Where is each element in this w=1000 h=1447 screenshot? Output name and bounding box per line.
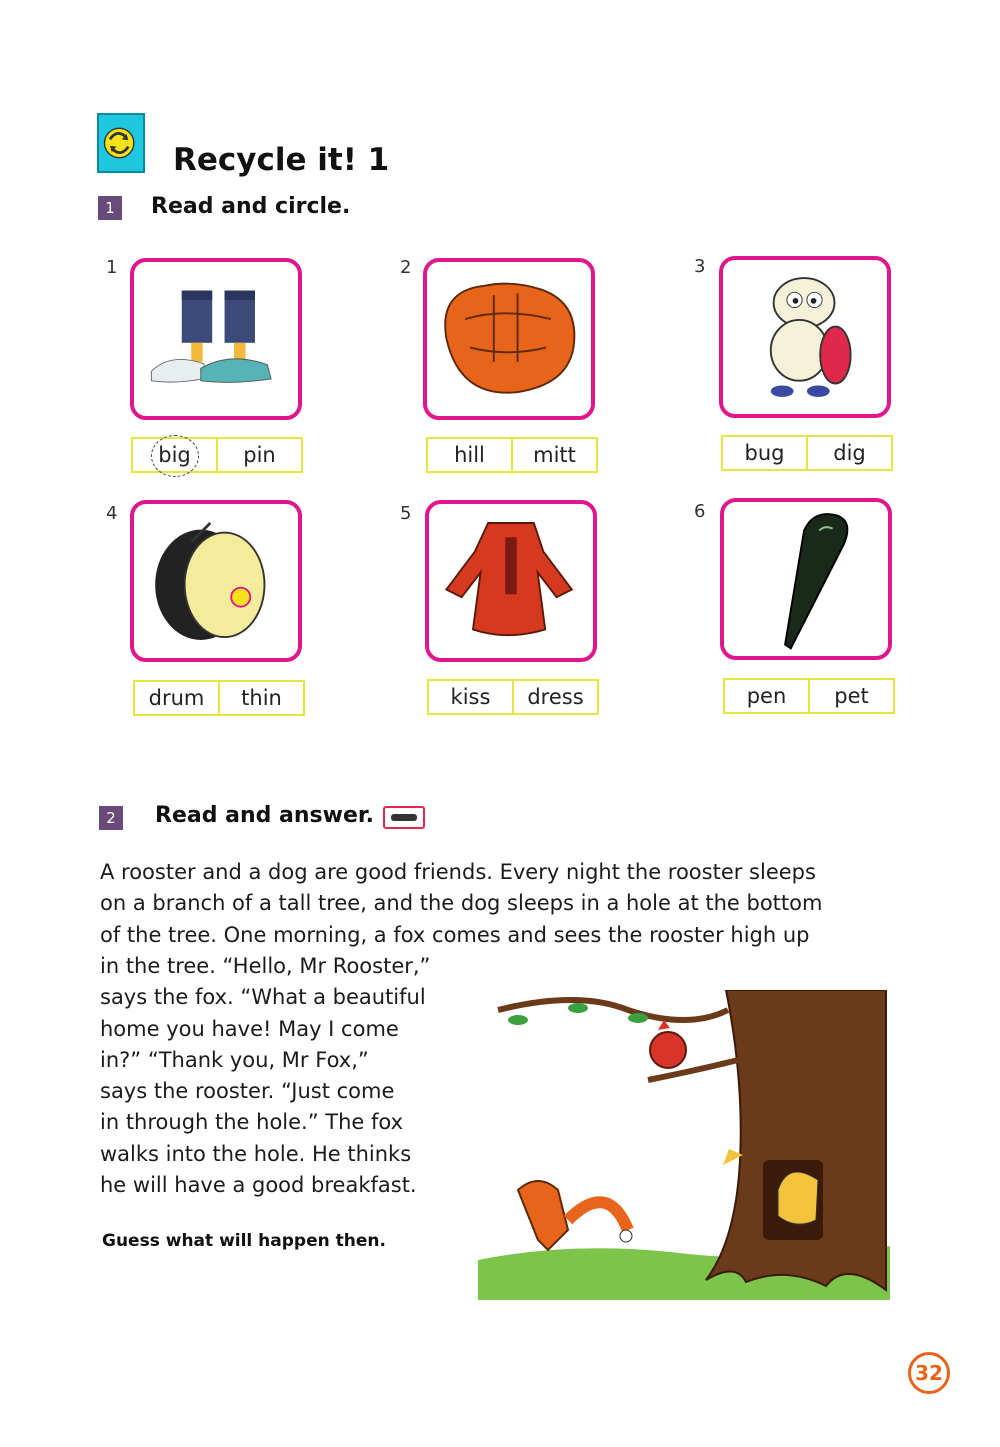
item-number: 3 bbox=[694, 256, 706, 277]
pen-icon bbox=[724, 502, 888, 656]
section-title: Read and circle. bbox=[151, 194, 351, 219]
word-option[interactable]: drum bbox=[148, 686, 205, 710]
cartoon-bug-icon bbox=[723, 260, 887, 414]
word-option[interactable]: pet bbox=[808, 680, 893, 712]
item-number: 2 bbox=[400, 257, 412, 278]
story-line: of the tree. One morning, a fox comes and sees the rooster high up bbox=[100, 922, 810, 947]
picture-frame-dress bbox=[425, 500, 597, 662]
story-line: in?” “Thank you, Mr Fox,” bbox=[100, 1047, 369, 1072]
picture-frame-pen bbox=[720, 498, 892, 660]
word-option[interactable]: pin bbox=[216, 439, 301, 471]
item-number: 1 bbox=[106, 257, 118, 278]
sneakers-and-jeans-icon bbox=[134, 262, 298, 416]
word-choice-pair bbox=[427, 679, 599, 715]
picture-frame-sneakers bbox=[130, 258, 302, 420]
story-illustration bbox=[478, 990, 890, 1300]
word-option[interactable]: dig bbox=[806, 437, 891, 469]
word-option[interactable]: mitt bbox=[511, 439, 596, 471]
word-choice-pair bbox=[426, 437, 598, 473]
word-option[interactable]: bug bbox=[744, 441, 785, 465]
red-dress-icon bbox=[429, 504, 593, 658]
item-number: 5 bbox=[400, 503, 412, 524]
word-choice-pair bbox=[721, 435, 893, 471]
story-paragraph bbox=[100, 857, 900, 951]
word-option[interactable]: kiss bbox=[450, 685, 491, 709]
picture-frame-drum bbox=[130, 500, 302, 662]
baseball-mitt-icon bbox=[427, 262, 591, 416]
section-title: Read and answer. bbox=[155, 803, 374, 828]
story-line: on a branch of a tall tree, and the dog sleeps in a hole at the bottom bbox=[100, 891, 823, 916]
page-title: Recycle it! 1 bbox=[173, 142, 390, 178]
story-line: in through the hole.” The fox bbox=[100, 1110, 404, 1135]
recycle-arrows-icon bbox=[97, 113, 145, 173]
word-option[interactable]: dress bbox=[512, 681, 597, 713]
story-line: in the tree. “Hello, Mr Rooster,” bbox=[100, 954, 431, 978]
story-paragraph-continued bbox=[100, 951, 480, 1201]
story-line: A rooster and a dog are good friends. Every night the rooster sleeps bbox=[100, 860, 816, 884]
word-choice-pair bbox=[133, 680, 305, 716]
story-line: home you have! May I come bbox=[100, 1016, 399, 1041]
word-choice-pair bbox=[723, 678, 895, 714]
word-option[interactable]: thin bbox=[218, 682, 303, 714]
drum-icon bbox=[134, 504, 298, 658]
word-choice-pair bbox=[131, 437, 303, 473]
item-number: 6 bbox=[694, 501, 706, 522]
cassette-icon[interactable] bbox=[383, 806, 425, 829]
page-number: 32 bbox=[908, 1352, 950, 1394]
picture-frame-bug bbox=[719, 256, 891, 418]
item-number: 4 bbox=[106, 503, 118, 524]
story-line: says the rooster. “Just come bbox=[100, 1079, 395, 1104]
story-line: walks into the hole. He thinks bbox=[100, 1141, 412, 1166]
discussion-question: Guess what will happen then. bbox=[102, 1231, 386, 1251]
story-line: says the fox. “What a beautiful bbox=[100, 985, 426, 1010]
word-option-circled[interactable]: big bbox=[133, 439, 216, 471]
word-option[interactable]: pen bbox=[746, 684, 787, 708]
picture-frame-mitt bbox=[423, 258, 595, 420]
section-number-badge: 1 bbox=[98, 196, 122, 220]
word-option[interactable]: hill bbox=[454, 443, 485, 467]
story-line: he will have a good breakfast. bbox=[100, 1173, 417, 1198]
section-number-badge: 2 bbox=[99, 806, 123, 830]
